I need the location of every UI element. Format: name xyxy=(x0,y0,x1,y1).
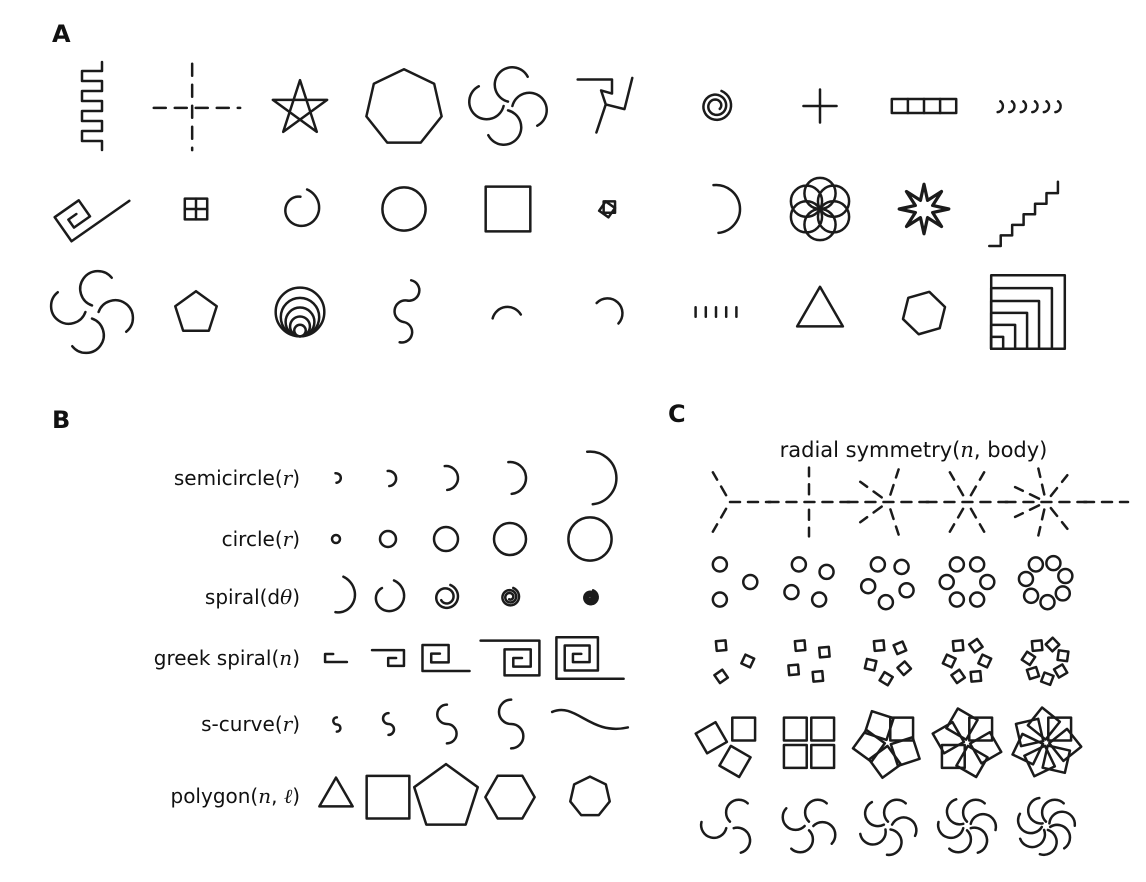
panel-a-cell-r3c7 xyxy=(664,260,768,363)
c-cell-arc-swirl-n4 xyxy=(769,786,848,866)
glyph-s-curve-5 xyxy=(547,681,633,767)
glyph-arc-swirl-n3 xyxy=(694,790,766,862)
glyph-spiral-4 xyxy=(498,585,522,609)
panel-a-cell-r2c3 xyxy=(248,157,352,260)
panel-a-cell-r3c9 xyxy=(872,260,976,363)
glyph-small-arc xyxy=(476,280,540,344)
glyph-circle-5 xyxy=(563,512,617,566)
c-cell-small-square-ring-n7 xyxy=(1006,624,1085,698)
panel-a-cell-r1c1 xyxy=(40,54,144,157)
panel-a-cell-r3c10 xyxy=(976,260,1080,363)
glyph-circle-ring-n3 xyxy=(691,543,769,621)
b-cell-s-curve-2 xyxy=(360,690,416,758)
b-cell-semicircle-3 xyxy=(416,446,476,510)
b-cell-greek-spiral-4 xyxy=(476,626,544,690)
glyph-window-square xyxy=(176,189,216,229)
c-cell-dashed-rays-n3 xyxy=(690,464,769,540)
glyph-large-square-pinwheel-n5 xyxy=(850,704,926,780)
c-cell-large-square-pinwheel-n6 xyxy=(927,698,1006,786)
glyph-plus-sign xyxy=(797,83,843,129)
b-cell-spiral-3 xyxy=(416,568,476,626)
glyph-dashed-rays-n4 xyxy=(770,463,848,541)
glyph-dashed-rays-n5 xyxy=(849,463,927,541)
c-cell-circle-ring-n6 xyxy=(927,540,1006,624)
b-cell-s-curve-3 xyxy=(416,690,476,758)
c-cell-circle-ring-n4 xyxy=(769,540,848,624)
glyph-circle-ring-n4 xyxy=(770,543,848,621)
glyph-large-square-pinwheel-n6 xyxy=(929,704,1005,780)
glyph-circle-1 xyxy=(331,534,341,544)
glyph-greek-spiral-4 xyxy=(475,623,545,693)
glyph-heptagon xyxy=(358,60,450,152)
glyph-comma-row xyxy=(991,69,1065,143)
c-row-arc-swirl xyxy=(690,786,1137,866)
panel-a-cell-r1c2 xyxy=(144,54,248,157)
b-cell-semicircle-4 xyxy=(476,446,544,510)
c-connector-trail xyxy=(1085,464,1127,540)
glyph-dense-pinwheel xyxy=(464,62,552,150)
b-cell-circle-3 xyxy=(416,510,476,568)
glyph-circle-2 xyxy=(378,529,398,549)
b-row-label: greek spiral(n) xyxy=(153,646,300,670)
panel-a-grid xyxy=(40,54,1080,363)
math-arg: n xyxy=(258,783,272,808)
panel-a-cell-r2c10 xyxy=(976,157,1080,260)
math-arg: n xyxy=(960,438,974,462)
panel-a-cell-r1c7 xyxy=(664,54,768,157)
c-cell-arc-swirl-n6 xyxy=(927,786,1006,866)
b-cell-circle-5 xyxy=(544,510,636,568)
b-row-circle xyxy=(50,510,636,568)
panel-a-cell-r3c3 xyxy=(248,260,352,363)
glyph-small-square-ring-n4 xyxy=(772,624,846,698)
panel-a-cell-r2c2 xyxy=(144,157,248,260)
c-cell-small-square-ring-n6 xyxy=(927,624,1006,698)
glyph-large-square-pinwheel-n3 xyxy=(692,704,768,780)
panel-a-cell-r2c8 xyxy=(768,157,872,260)
glyph-angular-polyline xyxy=(573,67,651,145)
glyph-open-spiral xyxy=(274,183,326,235)
glyph-connector-trail xyxy=(1085,464,1127,540)
glyph-divided-bar xyxy=(889,71,959,141)
c-cell-dashed-rays-n6 xyxy=(927,464,1006,540)
b-row-polygon xyxy=(50,758,636,834)
glyph-nested-squares xyxy=(982,266,1074,358)
glyph-square-cluster xyxy=(593,190,631,228)
c-cell-small-square-ring-n4 xyxy=(769,624,848,698)
b-row-semicircle xyxy=(50,446,636,510)
glyph-polygon-5 xyxy=(567,773,613,819)
b-row-cells xyxy=(312,510,636,568)
c-cell-circle-ring-n3 xyxy=(690,540,769,624)
glyph-s-curve-4 xyxy=(481,695,539,753)
c-cell-large-square-pinwheel-n4 xyxy=(769,698,848,786)
glyph-circle-4 xyxy=(490,519,530,559)
glyph-eight-pointed-star xyxy=(893,178,955,240)
b-cell-spiral-2 xyxy=(360,568,416,626)
b-row-cells xyxy=(312,690,636,758)
glyph-large-square-pinwheel-n7 xyxy=(1008,704,1084,780)
glyph-circle-ring-n6 xyxy=(928,543,1006,621)
panel-c-title: radial symmetry(n, body) xyxy=(779,438,1048,462)
glyph-five-pointed-star xyxy=(266,72,334,140)
b-cell-greek-spiral-1 xyxy=(312,626,360,690)
b-cell-spiral-4 xyxy=(476,568,544,626)
glyph-semicircle-3 xyxy=(431,463,461,493)
glyph-dash-row xyxy=(686,282,746,342)
glyph-spiral-1 xyxy=(309,570,363,624)
glyph-small-spiral xyxy=(696,86,736,126)
math-arg: ℓ xyxy=(283,783,293,808)
panel-a-cell-r1c5 xyxy=(456,54,560,157)
panel-a-cell-r3c5 xyxy=(456,260,560,363)
b-cell-s-curve-5 xyxy=(544,690,636,758)
b-cell-polygon-3 xyxy=(416,758,476,834)
glyph-s-curve-3 xyxy=(423,701,469,747)
glyph-pentagon xyxy=(170,286,222,338)
glyph-circle-3 xyxy=(431,524,461,554)
panel-a-cell-r3c6 xyxy=(560,260,664,363)
b-cell-s-curve-4 xyxy=(476,690,544,758)
glyph-spiral-3 xyxy=(430,581,462,613)
glyph-crenellated-line xyxy=(42,56,142,156)
glyph-small-square-ring-n6 xyxy=(930,624,1004,698)
glyph-small-square-ring-n5 xyxy=(851,624,925,698)
glyph-tangent-circles xyxy=(268,280,332,344)
glyph-dashed-rays-n3 xyxy=(691,463,769,541)
b-cell-spiral-1 xyxy=(312,568,360,626)
glyph-square xyxy=(477,178,539,240)
glyph-circle-ring-n5 xyxy=(849,543,927,621)
glyph-circle xyxy=(377,182,431,236)
b-row-label: polygon(n, ℓ) xyxy=(170,783,300,808)
math-arg: r xyxy=(282,466,293,490)
panel-a-cell-r3c2 xyxy=(144,260,248,363)
c-cell-circle-ring-n7 xyxy=(1006,540,1085,624)
c-cell-dashed-rays-n4 xyxy=(769,464,848,540)
glyph-triangle xyxy=(790,282,850,342)
c-cell-dashed-rays-n5 xyxy=(848,464,927,540)
glyph-greek-spiral-2 xyxy=(369,639,407,677)
c-cell-arc-swirl-n3 xyxy=(690,786,769,866)
b-row-label: semicircle(r) xyxy=(173,466,300,490)
panel-c-label: C xyxy=(668,400,686,428)
glyph-semicircle-4 xyxy=(490,458,530,498)
glyph-arc-swirl-n4 xyxy=(773,790,845,862)
glyph-greek-spiral-3 xyxy=(418,630,474,686)
c-row-large-square-pinwheel xyxy=(690,698,1137,786)
panel-a-cell-r2c4 xyxy=(352,157,456,260)
c-cell-small-square-ring-n3 xyxy=(690,624,769,698)
glyph-semicircle-2 xyxy=(379,469,398,488)
b-row-label: spiral(dθ) xyxy=(204,585,300,609)
b-cell-circle-2 xyxy=(360,510,416,568)
panel-a-cell-r1c3 xyxy=(248,54,352,157)
b-cell-polygon-4 xyxy=(476,758,544,834)
c-cell-large-square-pinwheel-n5 xyxy=(848,698,927,786)
panel-a-cell-r3c8 xyxy=(768,260,872,363)
glyph-staircase xyxy=(984,165,1072,253)
glyph-circle-ring-n7 xyxy=(1007,543,1085,621)
glyph-semicircle-arc xyxy=(686,179,746,239)
panel-a-cell-r3c1 xyxy=(40,260,144,363)
b-cell-circle-4 xyxy=(476,510,544,568)
math-arg: r xyxy=(282,712,293,736)
glyph-small-square-ring-n3 xyxy=(693,624,767,698)
glyph-spiral-5 xyxy=(581,588,600,607)
b-row-cells xyxy=(312,446,636,510)
glyph-circle-rosette xyxy=(782,171,858,247)
c-row-dashed-rays xyxy=(690,464,1137,540)
c-cell-large-square-pinwheel-n3 xyxy=(690,698,769,786)
panel-c-block xyxy=(690,438,1137,866)
b-cell-greek-spiral-3 xyxy=(416,626,476,690)
glyph-rotated-hexagon xyxy=(898,286,950,338)
c-cell-arc-swirl-n7 xyxy=(1006,786,1085,866)
glyph-semicircle-5 xyxy=(557,445,623,511)
c-cell-circle-ring-n5 xyxy=(848,540,927,624)
glyph-arc-swirl-n6 xyxy=(931,790,1003,862)
glyph-s-curve-1 xyxy=(328,716,345,733)
c-cell-arc-swirl-n5 xyxy=(848,786,927,866)
glyph-dashed-rays-n6 xyxy=(928,463,1006,541)
panel-a-cell-r2c7 xyxy=(664,157,768,260)
b-cell-greek-spiral-2 xyxy=(360,626,416,690)
glyph-tilted-arc xyxy=(580,280,644,344)
c-cell-large-square-pinwheel-n7 xyxy=(1006,698,1085,786)
panel-b-label: B xyxy=(52,406,71,434)
panel-a-cell-r1c6 xyxy=(560,54,664,157)
glyph-dashed-cross xyxy=(148,58,244,154)
glyph-dashed-rays-n7 xyxy=(1007,463,1085,541)
c-row-circle-ring xyxy=(690,540,1137,624)
glyph-spiral-2 xyxy=(366,575,410,619)
panel-b-rows xyxy=(50,446,636,834)
glyph-arc-swirl-n5 xyxy=(852,790,924,862)
b-cell-semicircle-2 xyxy=(360,446,416,510)
b-cell-semicircle-1 xyxy=(312,446,360,510)
glyph-tilted-greek-spiral xyxy=(50,167,134,251)
panel-a-cell-r2c1 xyxy=(40,157,144,260)
math-arg: n xyxy=(279,646,293,670)
glyph-polygon-3 xyxy=(408,758,484,834)
panel-a-cell-r1c8 xyxy=(768,54,872,157)
b-row-cells xyxy=(312,758,636,834)
b-row-label: s-curve(r) xyxy=(201,712,300,736)
glyph-wavy-line xyxy=(368,276,440,348)
b-cell-polygon-1 xyxy=(312,758,360,834)
glyph-s-curve-2 xyxy=(375,711,401,737)
glyph-semicircle-1 xyxy=(330,472,342,484)
b-cell-s-curve-1 xyxy=(312,690,360,758)
glyph-polygon-1 xyxy=(316,776,356,816)
c-cell-small-square-ring-n5 xyxy=(848,624,927,698)
b-row-label: circle(r) xyxy=(221,527,300,551)
panel-c-rows xyxy=(690,464,1137,866)
glyph-greek-spiral-1 xyxy=(323,645,349,671)
panel-a-cell-r3c4 xyxy=(352,260,456,363)
panel-a-cell-r1c9 xyxy=(872,54,976,157)
b-cell-semicircle-5 xyxy=(544,446,636,510)
b-cell-circle-1 xyxy=(312,510,360,568)
math-arg: r xyxy=(282,527,293,551)
panel-a-cell-r2c9 xyxy=(872,157,976,260)
glyph-open-pinwheel xyxy=(45,265,139,359)
glyph-large-square-pinwheel-n4 xyxy=(771,704,847,780)
panel-a-cell-r1c4 xyxy=(352,54,456,157)
panel-a-label: A xyxy=(52,20,71,48)
glyph-polygon-4 xyxy=(482,768,538,824)
b-row-s-curve xyxy=(50,690,636,758)
b-cell-polygon-5 xyxy=(544,758,636,834)
c-cell-dashed-rays-n7 xyxy=(1006,464,1085,540)
math-arg: θ xyxy=(280,585,293,609)
panel-a-cell-r1c10 xyxy=(976,54,1080,157)
glyph-small-square-ring-n7 xyxy=(1009,624,1083,698)
panel-a-cell-r2c5 xyxy=(456,157,560,260)
b-row-spiral xyxy=(50,568,636,626)
glyph-arc-swirl-n7 xyxy=(1010,790,1082,862)
panel-a-cell-r2c6 xyxy=(560,157,664,260)
c-row-small-square-ring xyxy=(690,624,1137,698)
